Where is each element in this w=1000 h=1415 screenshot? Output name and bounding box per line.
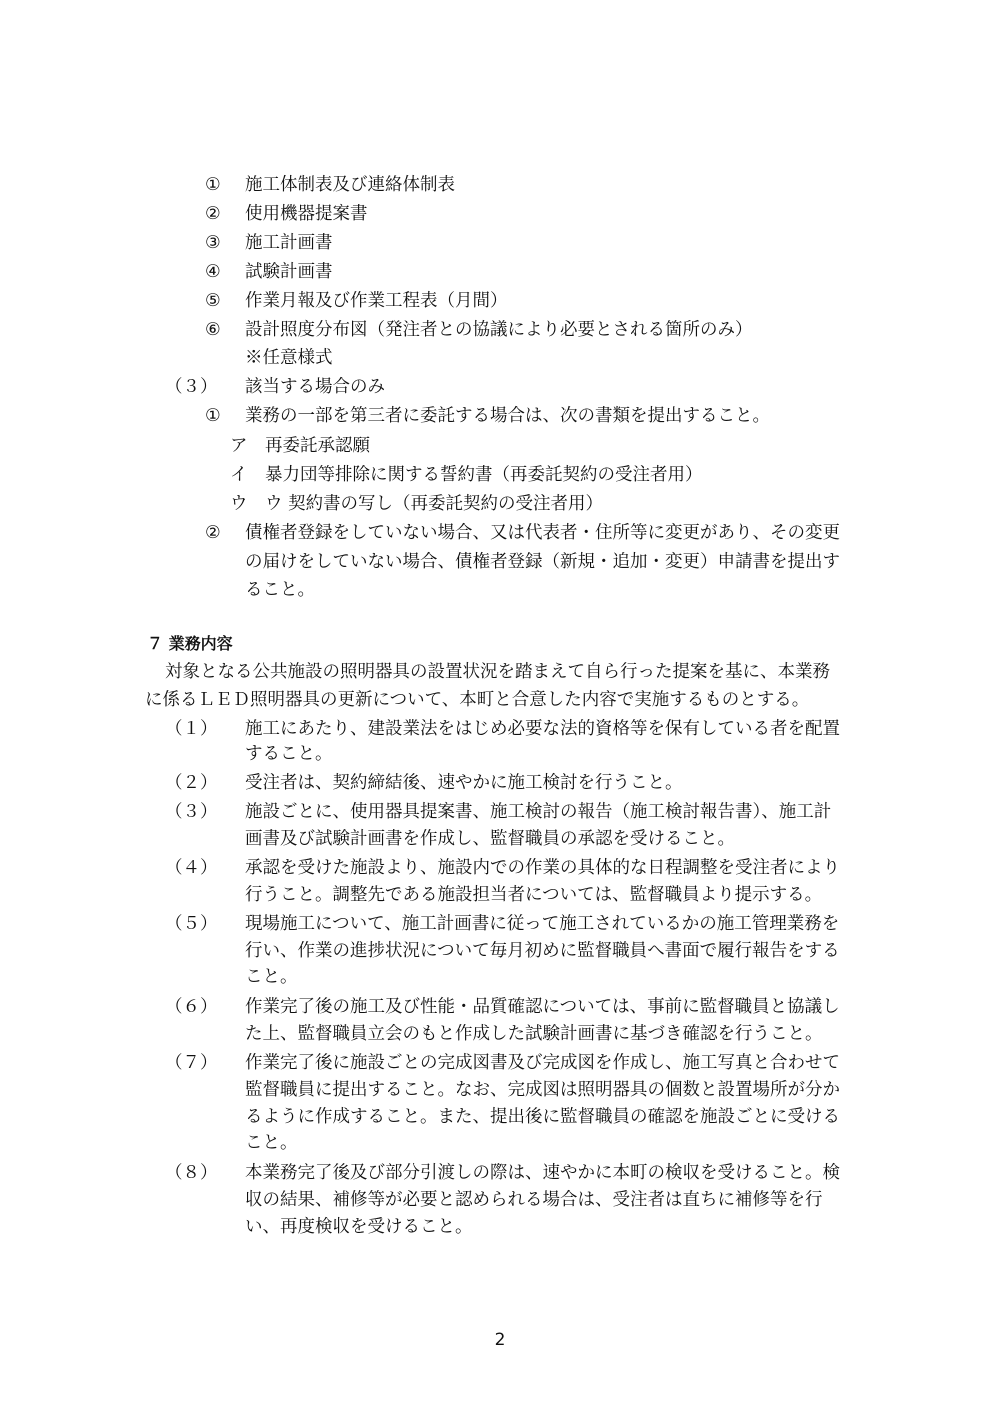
item-text: 施設ごとに、使用器具提案書、施工検討の報告（施工検討報告書）、施工計 xyxy=(245,802,832,822)
item-text: い、再度検収を受けること。 xyxy=(245,1217,473,1237)
item-marker: ① xyxy=(205,175,221,195)
doc-text: 再委託承認願 xyxy=(265,436,370,456)
sub3-title: 該当する場合のみ xyxy=(245,377,385,397)
item-text: 本業務完了後及び部分引渡しの際は、速やかに本町の検収を受けること。検 xyxy=(245,1163,840,1183)
item-text: こと。 xyxy=(245,967,298,987)
doc-marker: ウ xyxy=(230,494,248,514)
item-text: 画書及び試験計画書を作成し、監督職員の承認を受けること。 xyxy=(245,829,735,849)
item-text: 行うこと。調整先である施設担当者については、監督職員より提示する。 xyxy=(245,885,823,905)
item-text: た上、監督職員立会のもと作成した試験計画書に基づき確認を行うこと。 xyxy=(245,1024,823,1044)
item-marker: ③ xyxy=(205,233,221,253)
item-marker: （７） xyxy=(165,1053,218,1073)
item-marker: （６） xyxy=(165,997,218,1017)
intro-text: に係るＬＥＤ照明器具の更新について、本町と合意した内容で実施するものとする。 xyxy=(145,690,810,710)
item-text: の届けをしていない場合、債権者登録（新規・追加・変更）申請書を提出す xyxy=(245,552,840,572)
item-text: こと。 xyxy=(245,1133,298,1153)
item-text: 作業月報及び作業工程表（月間） xyxy=(245,291,508,311)
doc-marker: ア xyxy=(230,436,248,456)
item-marker: ② xyxy=(205,204,221,224)
item-marker: ① xyxy=(205,406,221,426)
item-text: 行い、作業の進捗状況について毎月初めに監督職員へ書面で履行報告をする xyxy=(245,941,840,961)
item-text: 監督職員に提出すること。なお、完成図は照明器具の個数と設置場所が分か xyxy=(245,1080,840,1100)
item-marker: （３） xyxy=(165,802,218,822)
page-number: 2 xyxy=(494,1330,506,1350)
sub3-marker: （３） xyxy=(165,377,218,397)
item-marker: （８） xyxy=(165,1163,218,1183)
item-text: ること。 xyxy=(245,580,315,600)
section-heading: ７ 業務内容 xyxy=(147,634,233,653)
item-text: 受注者は、契約締結後、速やかに施工検討を行うこと。 xyxy=(245,773,683,793)
item-text: 承認を受けた施設より、施設内での作業の具体的な日程調整を受注者により xyxy=(245,858,840,878)
item-marker: ④ xyxy=(205,262,221,282)
item-text: 施工体制表及び連絡体制表 xyxy=(245,175,455,195)
item-text: 設計照度分布図（発注者との協議により必要とされる箇所のみ） xyxy=(245,320,753,340)
item-text: 試験計画書 xyxy=(245,262,333,282)
item-text: 債権者登録をしていない場合、又は代表者・住所等に変更があり、その変更 xyxy=(245,523,840,543)
item-text: 作業完了後に施設ごとの完成図書及び完成図を作成し、施工写真と合わせて xyxy=(245,1053,840,1073)
doc-text: ウ 契約書の写し（再委託契約の受注者用） xyxy=(265,494,604,514)
item-text: すること。 xyxy=(245,744,333,764)
item-text: 収の結果、補修等が必要と認められる場合は、受注者は直ちに補修等を行 xyxy=(245,1190,823,1210)
item-marker: （５） xyxy=(165,914,218,934)
item-text: 現場施工について、施工計画書に従って施工されているかの施工管理業務を xyxy=(245,914,840,934)
item-text: 業務の一部を第三者に委託する場合は、次の書類を提出すること。 xyxy=(245,406,770,426)
item-marker: （１） xyxy=(165,719,218,739)
item-text: 使用機器提案書 xyxy=(245,204,368,224)
item-marker: （２） xyxy=(165,773,218,793)
item-text: 施工にあたり、建設業法をはじめ必要な法的資格等を保有している者を配置 xyxy=(245,719,840,739)
doc-text: 暴力団等排除に関する誓約書（再委託契約の受注者用） xyxy=(265,465,703,485)
item-marker: ② xyxy=(205,523,221,543)
item-marker: ⑥ xyxy=(205,320,221,340)
item-text: 作業完了後の施工及び性能・品質確認については、事前に監督職員と協議し xyxy=(245,997,840,1017)
item-text: 施工計画書 xyxy=(245,233,333,253)
item-marker: （４） xyxy=(165,858,218,878)
intro-text: 対象となる公共施設の照明器具の設置状況を踏まえて自ら行った提案を基に、本業務 xyxy=(165,662,830,682)
item-text: るように作成すること。また、提出後に監督職員の確認を施設ごとに受ける xyxy=(245,1107,840,1127)
note-text: ※任意様式 xyxy=(245,348,333,368)
doc-marker: イ xyxy=(230,465,248,485)
item-marker: ⑤ xyxy=(205,291,221,311)
